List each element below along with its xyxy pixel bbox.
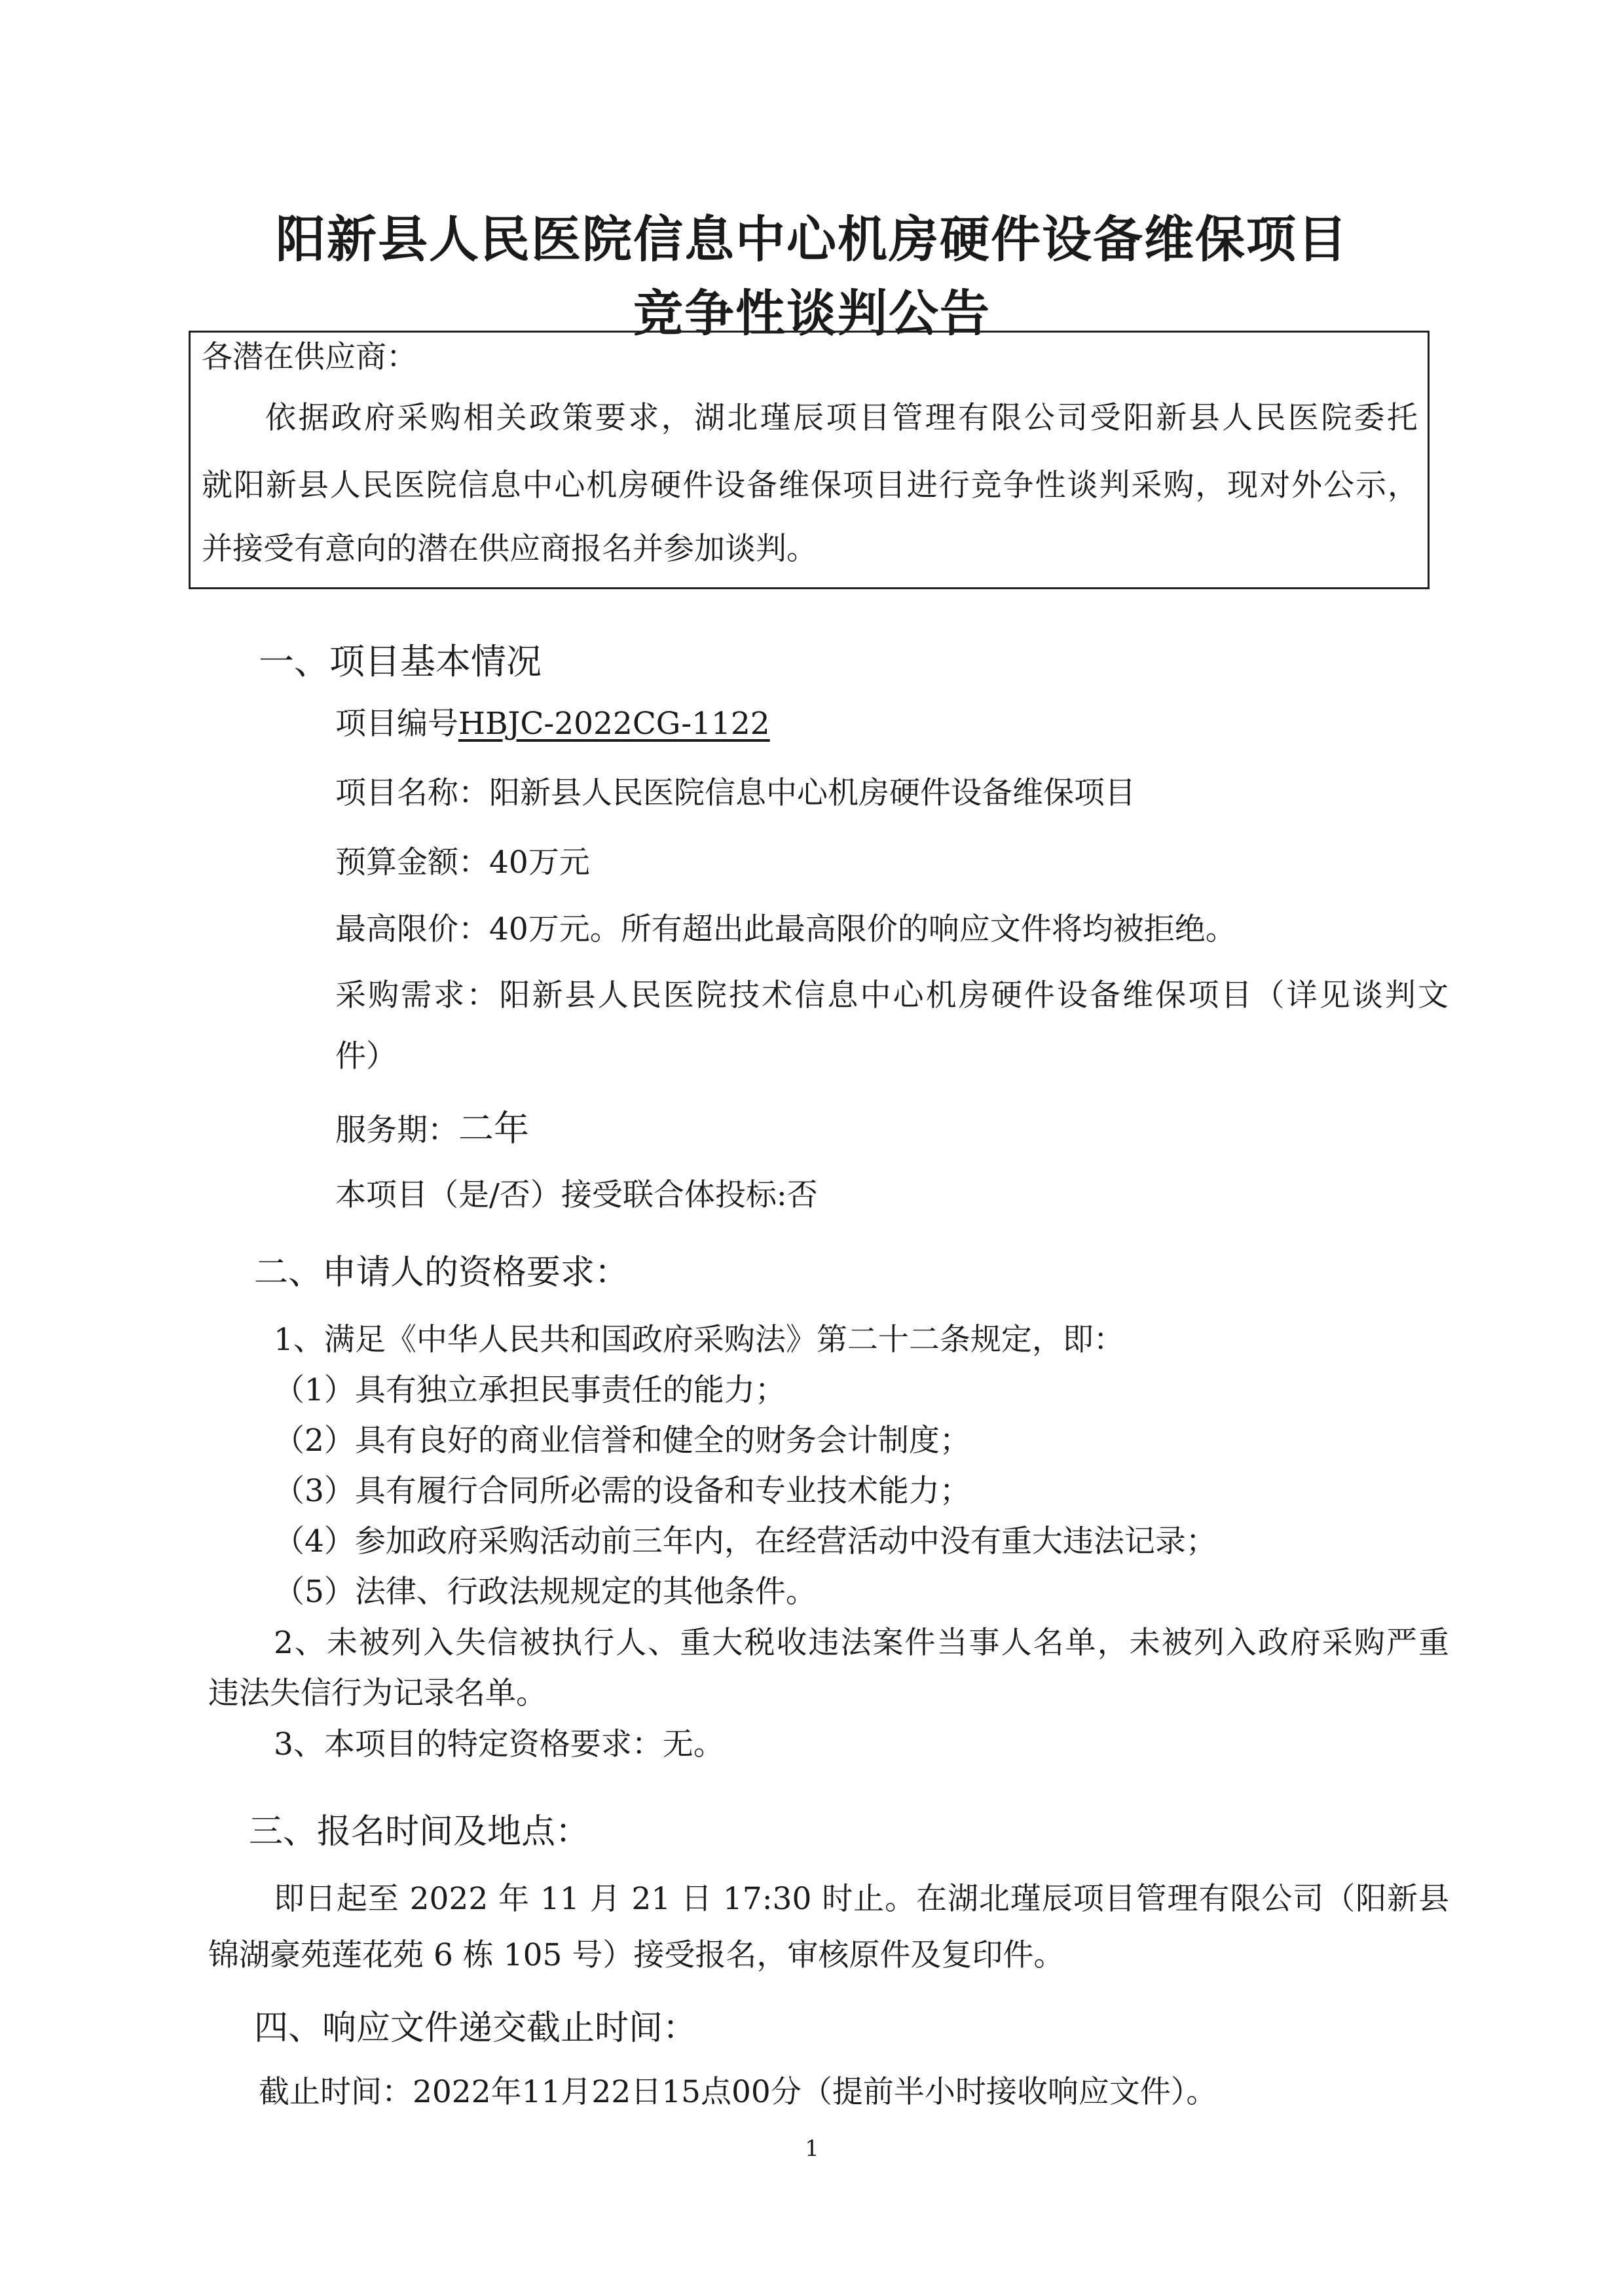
document-title-line2: 竞争性谈判公告 <box>633 284 991 342</box>
project-number-value: HBJC-2022CG-1122 <box>458 706 770 742</box>
budget-amount: 预算金额：40万元 <box>335 845 590 881</box>
notice-line: 依据政府采购相关政策要求，湖北瑾辰项目管理有限公司受阳新县人民医院委托 <box>265 400 1418 436</box>
qualification-sub-item: （2）具有良好的商业信誉和健全的财务会计制度； <box>274 1423 970 1459</box>
section2-heading: 二、申请人的资格要求： <box>254 1253 629 1292</box>
project-name: 项目名称：阳新县人民医院信息中心机房硬件设备维保项目 <box>335 775 1135 811</box>
procurement-requirement: 采购需求：阳新县人民医院技术信息中心机房硬件设备维保项目（详见谈判文 <box>335 977 1449 1013</box>
qualification-sub-item: （1）具有独立承担民事责任的能力； <box>274 1372 786 1408</box>
project-number-label: 项目编号 <box>335 706 458 742</box>
submission-deadline: 截止时间：2022年11月22日15点00分（提前半小时接收响应文件）。 <box>259 2074 1217 2110</box>
notice-line: 并接受有意向的潜在供应商报名并参加谈判。 <box>202 531 817 567</box>
section1-heading: 一、项目基本情况 <box>259 641 542 682</box>
registration-place: 锦湖豪苑莲花苑 6 栋 105 号）接受报名，审核原件及复印件。 <box>208 1937 1065 1973</box>
qualification-sub-item: （3）具有履行合同所必需的设备和专业技术能力； <box>274 1473 970 1509</box>
max-price: 最高限价：40万元。所有超出此最高限价的响应文件将均被拒绝。 <box>335 911 1236 947</box>
registration-time: 即日起至 2022 年 11 月 21 日 17:30 时止。在湖北瑾辰项目管理有限公司（阳新县 <box>274 1881 1449 1917</box>
qualification-item-2: 2、未被列入失信被执行人、重大税收违法案件当事人名单，未被列入政府采购严重 <box>274 1625 1449 1661</box>
notice-salutation: 各潜在供应商： <box>202 339 417 375</box>
document-title-line1: 阳新县人民医院信息中心机房硬件设备维保项目 <box>276 210 1348 268</box>
qualification-item-1: 1、满足《中华人民共和国政府采购法》第二十二条规定，即： <box>274 1322 1124 1358</box>
service-period-value: 二年 <box>458 1108 529 1149</box>
project-number <box>335 706 770 742</box>
section4-heading: 四、响应文件递交截止时间： <box>254 2009 697 2048</box>
notice-line: 就阳新县人民医院信息中心机房硬件设备维保项目进行竞争性谈判采购，现对外公示， <box>202 467 1418 503</box>
service-period-label: 服务期： <box>335 1112 458 1148</box>
qualification-sub-item: （5）法律、行政法规规定的其他条件。 <box>274 1574 817 1610</box>
qualification-sub-item: （4）参加政府采购活动前三年内，在经营活动中没有重大违法记录； <box>274 1523 1217 1559</box>
procurement-requirement-cont: 件） <box>335 1038 397 1074</box>
qualification-item-2-cont: 违法失信行为记录名单。 <box>208 1675 547 1711</box>
page-number: 1 <box>805 2136 819 2162</box>
consortium-bid: 本项目（是/否）接受联合体投标:否 <box>335 1177 818 1213</box>
service-period <box>335 1108 529 1149</box>
section3-heading: 三、报名时间及地点： <box>249 1812 590 1851</box>
qualification-item-3: 3、本项目的特定资格要求：无。 <box>274 1726 724 1762</box>
